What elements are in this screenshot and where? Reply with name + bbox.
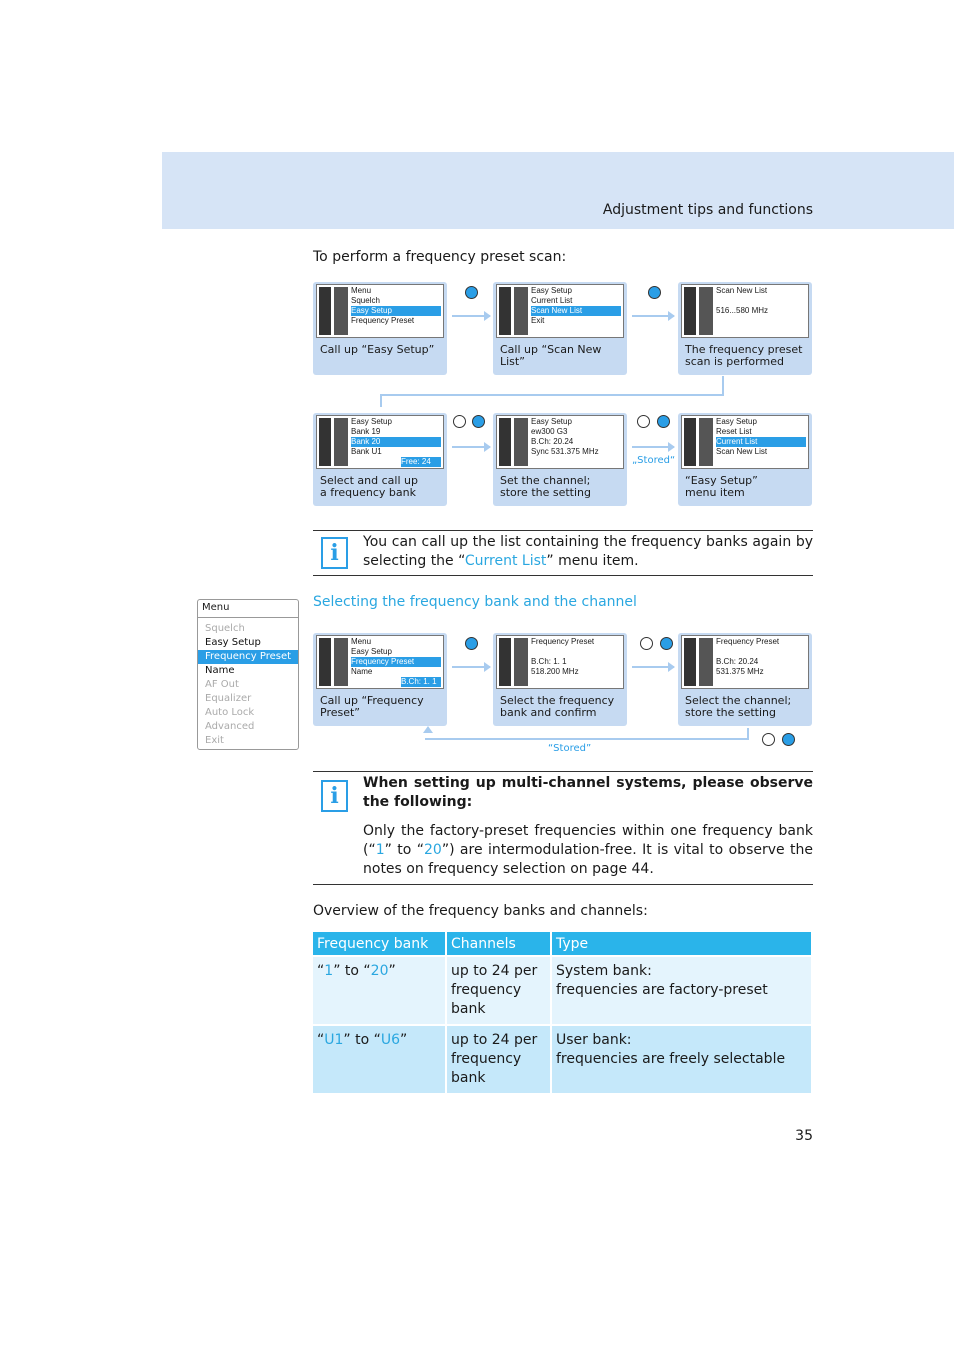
return-line [425,728,749,740]
receiver-display [316,284,444,338]
jog-dial-press-icon [657,415,670,428]
jog-dial-press-icon [472,415,485,428]
display-line: Easy Setup [351,647,392,656]
display-line: Scan New List [531,306,621,316]
jog-dial-press-icon [648,286,661,299]
jog-dial-turn-icon [762,733,775,746]
channels-cell: up to 24 per frequency bank [446,1025,551,1093]
display-line: Name [351,667,373,676]
info-icon: i [321,537,348,569]
arrow [632,666,674,668]
step-caption: Select and call up a frequency bank [320,474,418,499]
display-line: Frequency Preset [716,637,780,646]
af-meter [514,418,528,466]
af-meter [699,638,713,686]
type-cell: User bank: frequencies are freely selectable [551,1025,812,1093]
arrow [632,446,674,448]
side-menu-item: Exit [205,735,224,746]
side-menu-item: Auto Lock [205,707,255,718]
table-row [313,956,812,1025]
side-menu-item: AF Out [205,679,239,690]
af-meter [334,638,348,686]
step-caption: Call up “Frequency Preset” [320,694,424,719]
display-line: 531.375 MHz [716,667,764,676]
display-line: Squelch [351,296,380,305]
display-line: Bank U1 [351,447,382,456]
jog-dial-press-icon [660,637,673,650]
rf-meter [499,287,511,335]
receiver-display [496,635,624,689]
arrow [452,446,490,448]
side-menu-item: Easy Setup [205,637,261,648]
step-box [313,633,447,726]
rf-meter [684,638,696,686]
display-line [531,647,621,657]
side-menu [197,599,299,750]
display-line: Frequency Preset [351,316,415,325]
jog-dial-turn-icon [637,415,650,428]
current-list-ref: Current List [464,553,547,569]
display-line: Easy Setup [351,306,441,316]
table-row [313,1025,812,1093]
connector-line [380,376,724,396]
frequency-bank-table [313,932,813,1093]
step-caption: Select the channel; store the setting [685,694,792,719]
display-line: Exit [531,316,545,325]
display-line: B.Ch: 20.24 [531,437,574,446]
channels-cell: up to 24 per frequency bank [446,956,551,1025]
receiver-display [681,284,809,338]
rf-meter [319,638,331,686]
step-caption: Set the channel; store the setting [500,474,592,499]
bank-range-cell: “1” to “20” [313,956,446,1025]
type-cell: System bank: frequencies are factory-preset [551,956,812,1025]
step-box [493,413,627,506]
page-header-title: Adjustment tips and functions [602,202,813,218]
rf-meter [499,638,511,686]
display-line: 518.200 MHz [531,667,579,676]
step-box [313,282,447,375]
section-title: Selecting the frequency bank and the channel [313,594,637,610]
display-line: 516...580 MHz [716,306,769,315]
side-menu-item: Advanced [205,721,255,732]
step-box [678,413,812,506]
receiver-display [496,284,624,338]
af-meter [699,418,713,466]
table-header: Frequency bank [313,932,446,956]
step-caption: The frequency preset scan is performed [685,343,803,368]
display-line: B.Ch: 1. 1 [531,657,567,666]
display-line: Current List [531,296,573,305]
display-line: Bank 19 [351,427,381,436]
display-line [716,296,806,306]
display-line: Easy Setup [531,417,572,426]
display-line: Bank 20 [351,437,441,447]
rf-meter [684,418,696,466]
display-line: B.Ch: 1. 1 [401,677,441,687]
display-line: ew300 G3 [531,427,568,436]
arrow [632,315,674,317]
jog-dial-press-icon [782,733,795,746]
display-line [716,316,806,326]
bank-range-cell: “U1” to “U6” [313,1025,446,1093]
step-box [313,413,447,506]
stored-label: „Stored“ [632,455,676,466]
side-menu-item: Frequency Preset [198,650,298,664]
af-meter [699,287,713,335]
display-line [716,647,806,657]
display-line: Menu [351,286,372,295]
info-box [313,771,813,885]
connector-line [380,395,382,407]
return-arrow-head [423,726,433,733]
jog-dial-press-icon [465,286,478,299]
jog-dial-press-icon [465,637,478,650]
receiver-display [316,415,444,469]
header-band [162,152,954,229]
rf-meter [319,287,331,335]
info-text: Only the factory-preset frequencies within one frequency bank (“1” to “20”) are intermodulation-free. It is vital to observe the notes on frequency selection on page 44. [363,823,813,877]
receiver-display [681,635,809,689]
af-meter [334,418,348,466]
stored-label: “Stored” [548,743,592,754]
display-line: Current List [716,437,806,447]
af-meter [334,287,348,335]
arrow [452,666,490,668]
display-line: B.Ch: 20.24 [716,657,759,666]
overview-text: Overview of the frequency banks and channels: [313,903,648,919]
page-number: 35 [795,1128,813,1144]
jog-dial-turn-icon [640,637,653,650]
af-meter [514,287,528,335]
step-box [678,282,812,375]
intro-text: To perform a frequency preset scan: [313,249,567,265]
rf-meter [684,287,696,335]
arrow [452,315,490,317]
display-line: Menu [351,637,372,646]
rf-meter [319,418,331,466]
side-menu-item: Name [205,665,235,676]
display-line: Frequency Preset [531,637,595,646]
receiver-display [316,635,444,689]
step-caption: “Easy Setup” menu item [685,474,758,499]
display-line: Scan New List [716,286,768,295]
table-header: Channels [446,932,551,956]
side-menu-title: Menu [198,600,298,618]
table-header: Type [551,932,812,956]
step-caption: Call up “Scan New List” [500,343,602,368]
display-line: Easy Setup [351,417,392,426]
step-box [493,282,627,375]
rf-meter [499,418,511,466]
receiver-display [681,415,809,469]
receiver-display [496,415,624,469]
info-text: You can call up the list containing the frequency banks again by selecting the “Current List” menu item. [363,534,813,569]
display-line: Free: 24 [401,457,441,467]
info-box [313,530,813,576]
display-line: Frequency Preset [351,657,441,667]
display-line: Easy Setup [531,286,572,295]
step-box [493,633,627,726]
step-box [678,633,812,726]
display-line: Sync 531.375 MHz [531,447,599,456]
side-menu-item: Equalizer [205,693,252,704]
step-caption: Select the frequency bank and confirm [500,694,615,719]
display-line: Easy Setup [716,417,757,426]
af-meter [514,638,528,686]
step-caption: Call up “Easy Setup” [320,343,435,356]
side-menu-item: Squelch [205,623,245,634]
info-icon: i [321,780,348,812]
display-line: Scan New List [716,447,768,456]
jog-dial-turn-icon [453,415,466,428]
info-heading: When setting up multi-channel systems, please observe the following: [363,775,813,810]
display-line: Reset List [716,427,752,436]
